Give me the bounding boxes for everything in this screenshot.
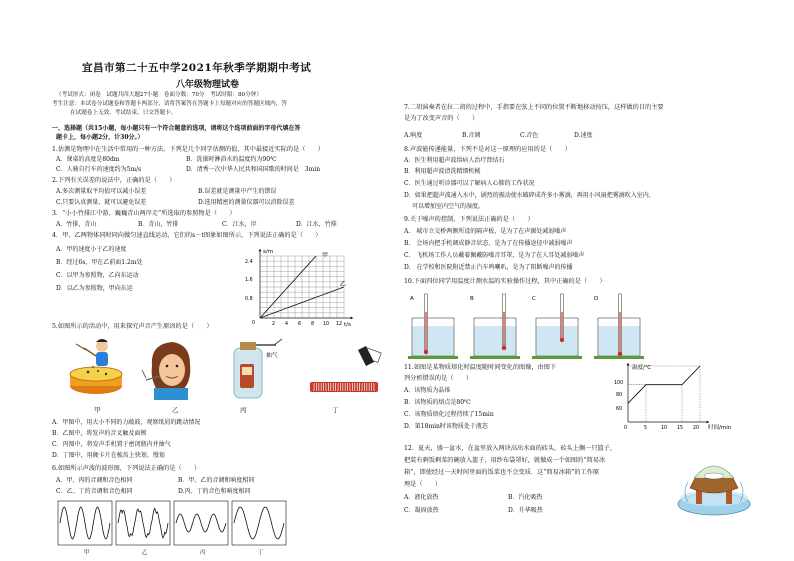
q6-waveform (118, 508, 168, 538)
q3-option-c: C．江水，岸 (222, 221, 257, 228)
q10-water (537, 326, 578, 356)
q6-option-b: B．甲、乙的音调和响度相同 (178, 477, 255, 484)
q7-option-a: A.响度 (404, 132, 423, 139)
q1-stem: 1.估测是物理中在生活中常用的一种方法。下列是几个同学估测的值，其中最接近实际的是（ ） (52, 146, 324, 153)
q12-option-d: D．升华吸热 (508, 507, 543, 514)
q6-label-ding: 丁 (258, 550, 264, 556)
q10-base (594, 356, 644, 359)
q4-ytick: 1.6 (245, 278, 253, 283)
notice-line-1: 考生注意：本试卷分试题卷和答题卡两部分，请将答案答在答题卡上每题对应的答题区域内，答 (52, 101, 287, 107)
q5-comb-card-figure (304, 344, 388, 400)
q4-ytick: 2.4 (245, 260, 253, 265)
q8-stem: 8.声波能传递能量，下列不是对这一原理的应用的是（ ） (404, 146, 571, 153)
q4-series-label-yi: 乙 (340, 281, 347, 288)
q10-base (532, 356, 582, 359)
paper-title: 八年级物理试卷 (176, 80, 240, 90)
q5-label-jia: 甲 (94, 406, 101, 414)
q5-option-d: D．丁图中，用硬卡片在梳齿上快划、慢划 (52, 452, 165, 459)
q5-option-a: A．甲图中，用大小不同的力敲鼓，观察纸屑的跳动情况 (52, 419, 201, 426)
q4-ytick: 0 (252, 321, 256, 326)
q11-option-a: A．该物质为晶体 (404, 387, 451, 394)
q9-option-d: D. 在学校和医院附近禁止汽车鸣喇叭，是为了阻断噪声的传播 (404, 264, 573, 271)
q4-xlabel: t/s (344, 322, 351, 328)
q4-xtick: 4 (285, 322, 289, 327)
q10-label-a: A (410, 296, 414, 302)
q7-option-d: D.速度 (574, 132, 593, 139)
q11-xtick: 20 (693, 426, 700, 431)
q1-option-a: A．课桌的高度是80dm (56, 156, 120, 163)
q11-stem-1: 11.如图是某物质熔化时温度随时间变化的图像，由图下 (404, 364, 557, 371)
q11-xtick: 15 (677, 426, 684, 431)
q10-label-c: C (532, 296, 536, 302)
q7-option-c: C.音色 (520, 132, 539, 139)
q4-ytick: 0.8 (245, 297, 253, 302)
q4-xtick: 12 (336, 322, 343, 327)
q4-xtick: 10 (323, 322, 330, 327)
q3-option-a: A．竹排，青山 (56, 221, 97, 228)
q4-stem: 4．甲、乙两物体同时同向做匀速直线运动，它们的s－t图象如图所示，下列说法正确的是（ ） (52, 232, 322, 239)
q4-xtick: 6 (298, 322, 302, 327)
q12-option-a: A．液化放热 (404, 494, 439, 501)
q5-option-b: B．乙图中，将发声的音叉触及面颊 (52, 430, 147, 437)
q1-option-b: B．洗澡时淋浴水的温度约为90℃ (186, 156, 277, 163)
q4-ylabel: s/m (263, 249, 274, 255)
q11-xtick: 10 (661, 426, 668, 431)
q5-stem: 5.如图所示的活动中，用来探究声音产生原因的是（ ） (52, 323, 213, 330)
q11-option-b: B．该物质的熔点是80℃ (404, 399, 471, 406)
q5-label-bing: 丙 (240, 406, 247, 414)
q8-option-b: B．利用超声波清洗精细机械 (404, 168, 481, 175)
q11-ytick: 100 (614, 381, 624, 386)
q9-option-a: A. 城市立交桥两侧所设的隔声板，是为了在声源处减弱噪声 (404, 228, 567, 235)
section1-heading: 一、选择题（共15小题，每小题只有一个符合题意的选项，请将这个选项前面的字母代填在答 (52, 125, 301, 132)
q4-xtick: 2 (272, 322, 276, 327)
q11-option-d: D．第18min时该物质处于液态 (404, 423, 488, 430)
q12-option-c: C．凝固放热 (404, 507, 439, 514)
q7-stem-1: 7.二胡演奏者在拉二胡的过程中，手指要在弦上不同的位置不断地移动按压，这样做的目的主要 (404, 104, 664, 111)
q10-thermometer-bulb (502, 346, 506, 350)
q4-option-a: A．甲的速度小于乙的速度 (56, 246, 127, 253)
q5-option-c: C．丙图中，将发声手机置于密闭瓶内并抽气 (52, 441, 171, 448)
q6-label-yi: 乙 (142, 550, 148, 556)
q10-base (470, 356, 520, 359)
q4-option-d: D．以乙为参照物，甲向东运 (56, 285, 133, 292)
q2-option-c: C.只要认真测量，就可以避免误差 (56, 199, 147, 206)
q6-option-a: A．甲、丙的音调和音色相同 (56, 477, 133, 484)
q12-option-b: B．汽化吸热 (508, 494, 543, 501)
q6-option-c: C．乙、丁的音调和音色相同 (56, 488, 133, 495)
q5-pump-label: 抽气 (266, 353, 278, 359)
q3-stem: 3．“小小竹排江中游，巍巍青山两岸走”所选取的参照物是（ ） (52, 210, 236, 217)
q3-option-d: D．江水，竹排 (296, 221, 337, 228)
q12-simple-fridge-figure (672, 458, 754, 520)
q5-drum-figure (62, 334, 132, 406)
q6-option-d: D.丙、丁的音色和响度相同 (178, 488, 251, 495)
q6-label-bing: 丙 (200, 550, 206, 556)
q8-option-d-2: 可以增加室内空气的湿度。 (412, 203, 485, 210)
q12-stem-1: 12．夏天，盛一盆水，在盆里放入两块高出水面的砖头，砖头上搁一只篮子， (404, 445, 617, 452)
q9-stem: 9.关于噪声的控制，下列说法正确的是（ ） (404, 216, 534, 223)
q7-option-b: B.音调 (462, 132, 481, 139)
q11-melting-chart (606, 360, 736, 432)
q12-stem-4: 理是（ ） (404, 481, 442, 488)
q4-st-chart (240, 246, 358, 330)
q5-tuningfork-figure (140, 336, 200, 402)
q4-xtick: 8 (311, 322, 315, 327)
q9-option-c: C. 飞机场工作人员戴着佩戴防噪音耳罩，是为了在人耳处减弱噪声 (404, 252, 585, 259)
q10-label-b: B (470, 296, 474, 302)
q2-option-a: A.多次测量取平均值可以减小误差 (56, 188, 147, 195)
q12-stem-2: 把装有剩饭剩菜的碗放入篮子，用纱布袋罩好，就做成一个如图的“简易冰 (404, 457, 606, 464)
q4-option-b: B．经过6s，甲在乙前面1.2m处 (56, 259, 143, 266)
q10-thermometer-bulb (424, 350, 428, 354)
q11-series-line (628, 366, 700, 403)
q10-thermometer-bulb (560, 338, 564, 342)
q11-ylabel: 温度/℃ (632, 365, 652, 371)
q11-xlabel: 时间/min (708, 425, 732, 431)
q6-waveform (234, 507, 284, 539)
q8-option-c: C．医生通过听诊器可以了解病人心肺的工作状况 (404, 180, 535, 187)
q10-water (475, 326, 516, 356)
q10-thermometer-figures (408, 290, 658, 360)
q8-option-d-1: D．如果把超声波通入水中，剧烈的振动使水破碎成许多小雾滴，再用小风扇把雾滴吹入室内， (404, 192, 655, 199)
q4-series-label-jia: 甲 (322, 252, 329, 259)
q11-ytick: 60 (616, 407, 623, 412)
q11-option-c: C．该物质熔化过程持续了15min (404, 411, 494, 418)
q6-waveform (176, 514, 226, 532)
q7-stem-2: 是为了改变声音的（ ） (404, 115, 479, 122)
school-title: 宜昌市第二十五中学2021年秋季学期期中考试 (82, 62, 312, 74)
q9-option-b: B. 会场内把手机调成静音状态，是为了在传播途径中减弱噪声 (404, 240, 573, 247)
q6-stem: 6.如图所示声波的波形图，下列说法正确的是（ ） (52, 465, 201, 472)
q5-jar-pump-figure (222, 334, 286, 404)
q12-stem-3: 箱”，即使经过一天时间里面的饭菜也不会变质．这“简易冰箱”的工作原 (404, 469, 600, 476)
q2-option-b: B.误差就是测量中产生的错误 (198, 188, 277, 195)
q3-option-b: B．青山，竹排 (138, 221, 179, 228)
q5-label-yi: 乙 (172, 406, 179, 414)
q10-label-d: D (594, 296, 599, 302)
q11-xtick: 5 (644, 426, 648, 431)
q1-option-c: C．人骑自行车的速度约为5m/s (56, 166, 142, 173)
q11-ytick: 80 (616, 393, 623, 398)
q6-waveform (60, 507, 110, 539)
q6-waveforms (56, 500, 296, 556)
q8-option-a: A．医生利用超声波给病人治疗肾结石 (404, 157, 505, 164)
q11-xtick: 0 (624, 426, 628, 431)
section1-heading-2: 题卡上，每小题2分，计30分。） (56, 134, 144, 141)
q1-option-d: D．清秀一次中华人民共和国国歌的时间是 3min (186, 166, 321, 173)
q4-option-c: C．以甲为参照物，乙向东运动 (56, 272, 139, 279)
q11-stem-2: 列分析错误的是（ ） (404, 375, 473, 382)
q10-stem: 10.下面四位同学用温度计测水温的实验操作过程，其中正确的是（ ） (404, 278, 606, 285)
q5-label-ding: 丁 (332, 406, 339, 414)
q10-thermometer-bulb (618, 352, 622, 356)
q10-water (413, 326, 454, 356)
q2-stem: 2.下列有关误差的说法中，正确的是（ ） (52, 177, 176, 184)
exam-info: （考试形式：闭卷 试题共四大题27小题 卷面分数：70分 考试时限：80分钟） (56, 92, 262, 98)
q2-option-d: D.选用精密的测量仪器可以消除误差 (198, 199, 295, 206)
notice-line-2: 在试题卷上无效。考试结束，只交答题卡。 (70, 110, 177, 116)
q6-label-jia: 甲 (84, 550, 90, 556)
q10-base (408, 356, 458, 359)
